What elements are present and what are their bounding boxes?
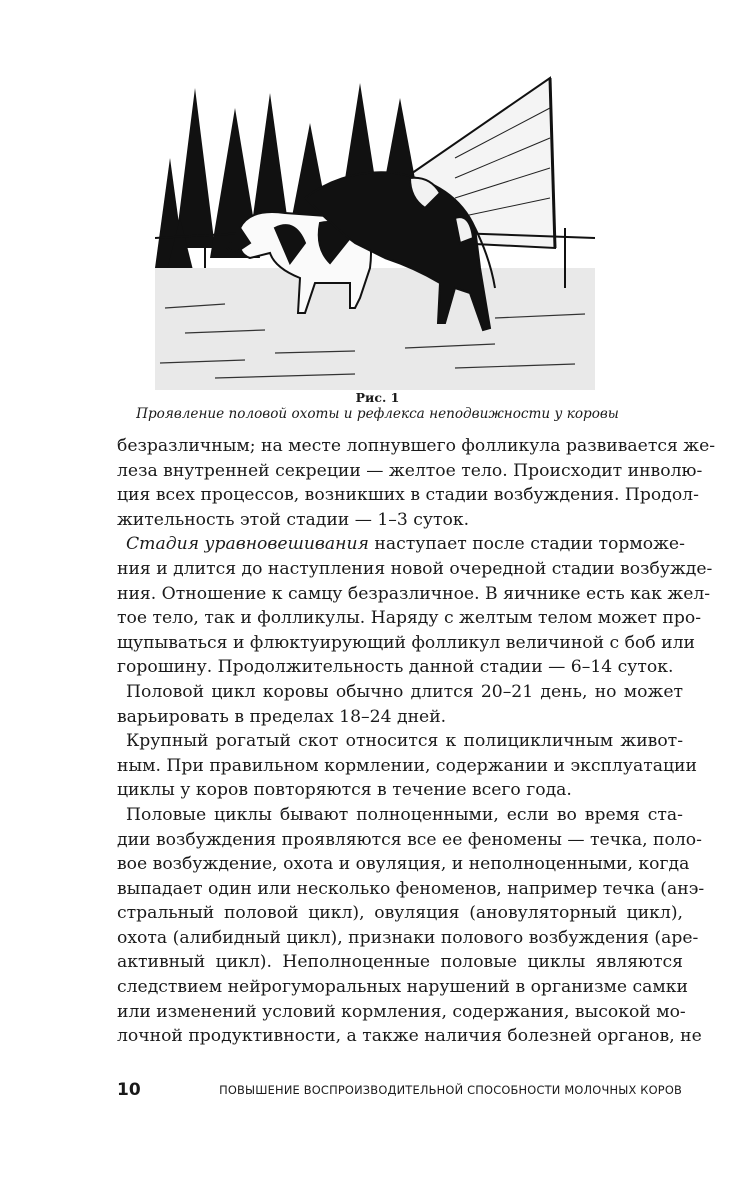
body-text (117, 434, 716, 1049)
figure-illustration (155, 68, 595, 390)
text-line (117, 483, 699, 508)
text-line (117, 901, 683, 926)
text-line (117, 729, 683, 754)
text-line (117, 434, 716, 459)
line-text: безразличным; на месте лопнувшего фолликула развивается же- (117, 436, 716, 456)
text-line (117, 557, 713, 582)
line-text: вое возбуждение, охота и овуляция, и неполноценными, когда (117, 854, 690, 875)
line-text: охота (алибидный цикл), признаки полового возбуждения (аре- (117, 927, 699, 948)
line-text: лочной продуктивности, а также наличия болезней органов, не (117, 1026, 702, 1047)
line-text: ным. При правильном кормлении, содержании и эксплуатации (117, 755, 697, 776)
page-number: 10 (117, 1080, 141, 1100)
line-text: выпадает один или несколько феноменов, например течка (анэ- (117, 878, 705, 899)
text-line (117, 852, 690, 877)
line-text: ция всех процессов, возникших в стадии возбуждения. Продол- (117, 485, 699, 506)
text-line (117, 631, 695, 656)
line-text: циклы у коров повторяются в течение всего года. (117, 780, 572, 801)
line-text: следствием нейрогуморальных нарушений в организме самки (117, 977, 688, 998)
line-text: дии возбуждения проявляются все ее феномены — течка, поло- (117, 829, 702, 850)
text-line (117, 1000, 686, 1025)
line-text: тое тело, так и фолликулы. Наряду с желтым телом может про- (117, 608, 702, 629)
text-line (117, 705, 683, 730)
line-text: Крупный рогатый скот относится к полицикличным живот- (126, 731, 683, 752)
text-line (117, 582, 711, 607)
text-line (117, 803, 683, 828)
italic-term: Стадия уравновешивания (126, 534, 369, 555)
text-line (117, 459, 703, 484)
line-text: щупываться и флюктуирующий фолликул величиной с боб или (117, 632, 695, 653)
text-line (117, 655, 683, 680)
line-text: варьировать в пределах 18–24 дней. (117, 706, 447, 727)
text-line (117, 606, 702, 631)
text-line (117, 926, 699, 951)
line-text: стральный половой цикл), овуляция (ановуляторный цикл), (117, 903, 683, 924)
text-line (117, 877, 705, 902)
line-text: леза внутренней секреции — желтое тело. Происходит инволю- (117, 460, 703, 481)
text-line (117, 975, 688, 1000)
line-text: Половые циклы бывают полноценными, если во время ста- (126, 804, 683, 825)
figure-caption: Проявление половой охоты и рефлекса неподвижности у коровы (136, 406, 619, 422)
text-line (117, 532, 683, 557)
running-title: ПОВЫШЕНИЕ ВОСПРОИЗВОДИТЕЛЬНОЙ СПОСОБНОСТИ МОЛОЧНЫХ КОРОВ (219, 1083, 682, 1097)
line-text: жительность этой стадии — 1–3 суток. (117, 509, 470, 530)
line-text: ния. Отношение к самцу безразличное. В яичнике есть как жел- (117, 583, 711, 604)
line-text: наступает после стадии торможе- (368, 534, 685, 555)
line-text: или изменений условий кормления, содержания, высокой мо- (117, 1001, 686, 1022)
cows-mounting-illustration-icon (155, 68, 595, 390)
text-line (117, 778, 683, 803)
line-text: Половой цикл коровы обычно длится 20–21 день, но может (126, 681, 683, 702)
line-text: горошину. Продолжительность данной стадии — 6–14 суток. (117, 657, 674, 678)
text-line (117, 1024, 702, 1049)
text-line (117, 828, 702, 853)
line-text: ния и длится до наступления новой очередной стадии возбужде- (117, 558, 713, 579)
line-text: активный цикл). Неполноценные половые циклы являются (117, 952, 683, 973)
text-line (117, 508, 683, 533)
text-line (117, 680, 683, 705)
figure-label: Рис. 1 (355, 390, 400, 405)
text-line (117, 950, 683, 975)
text-line (117, 754, 697, 779)
